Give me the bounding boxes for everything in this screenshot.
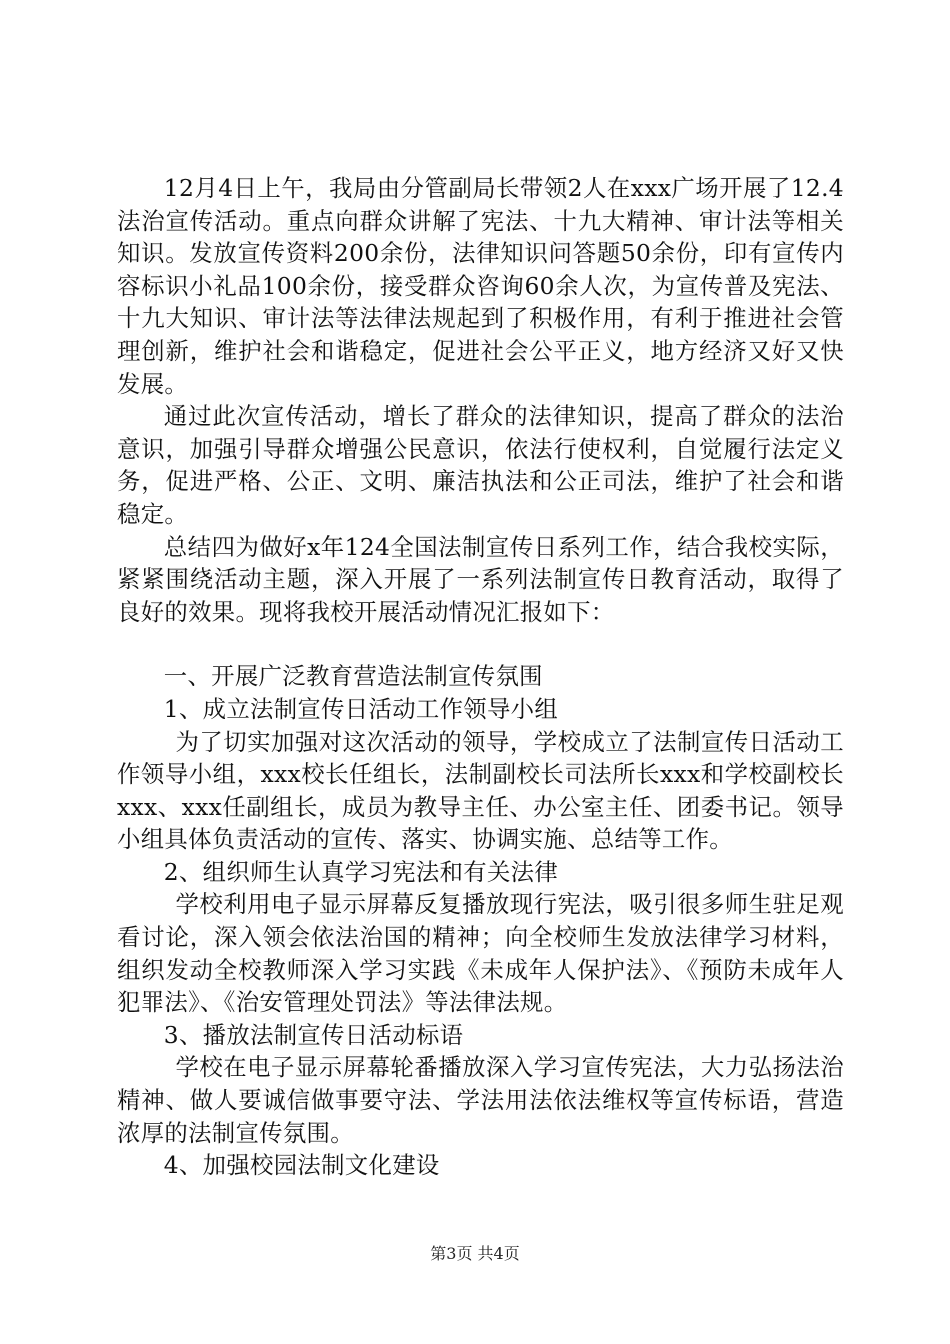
subheading-1: 1、成立法制宣传日活动工作领导小组 xyxy=(163,694,559,723)
subheading-4: 4、加强校园法制文化建设 xyxy=(163,1151,440,1180)
paragraph-study-law: 学校利用电子显示屏幕反复播放现行宪法，吸引很多师生驻足观看讨论，深入领会依法治国的精神；向全校师生发放法律学习材料，组织发动全校教师深入学习实践《未成年人保护法》、《预防未成年人犯罪法》、《治安管理处罚法》等法律法规。 xyxy=(117,890,844,1017)
section-heading-1: 一、开展广泛教育营造法制宣传氛围 xyxy=(163,662,543,691)
page-footer xyxy=(0,1244,950,1264)
paragraph-summary-four-intro: 总结四为做好x年124全国法制宣传日系列工作，结合我校实际，紧紧围绕活动主题，深入开展了一系列法制宣传日教育活动，取得了良好的效果。现将我校开展活动情况汇报如下： xyxy=(117,532,844,626)
subheading-2: 2、组织师生认真学习宪法和有关法律 xyxy=(163,857,559,886)
subheading-3: 3、播放法制宣传日活动标语 xyxy=(163,1020,464,1049)
paragraph-activity-report: 12月4日上午，我局由分管副局长带领2人在xxx广场开展了12.4法治宣传活动。重点向群众讲解了宪法、十九大精神、审计法等相关知识。发放宣传资料200余份，法律知识问答题50余份，印有宣传内容标识小礼品100余份，接受群众咨询60余人次，为宣传普及宪法、十九大知识、审计法等法律法规起到了积极作用，有利于推进社会管理创新，维护社会和谐稳定，促进社会公平正义，地方经济又好又快发展。 xyxy=(117,174,844,398)
paragraph-leadership-group: 为了切实加强对这次活动的领导，学校成立了法制宣传日活动工作领导小组，xxx校长任组长，法制副校长司法所长xxx和学校副校长xxx、xxx任副组长，成员为教导主任、办公室主任、团委书记。领导小组具体负责活动的宣传、落实、协调实施、总结等工作。 xyxy=(117,727,844,854)
page-number: 第3页 共4页 xyxy=(430,1244,520,1263)
document-body xyxy=(117,172,844,1182)
paragraph-activity-effect: 通过此次宣传活动，增长了群众的法律知识，提高了群众的法治意识，加强引导群众增强公民意识，依法行使权利，自觉履行法定义务，促进严格、公正、文明、廉洁执法和公正司法，维护了社会和谐稳定。 xyxy=(117,402,844,528)
paragraph-slogans: 学校在电子显示屏幕轮番播放深入学习宣传宪法，大力弘扬法治精神、做人要诚信做事要守法、学法用法依法维权等宣传标语，营造浓厚的法制宣传氛围。 xyxy=(117,1053,844,1147)
